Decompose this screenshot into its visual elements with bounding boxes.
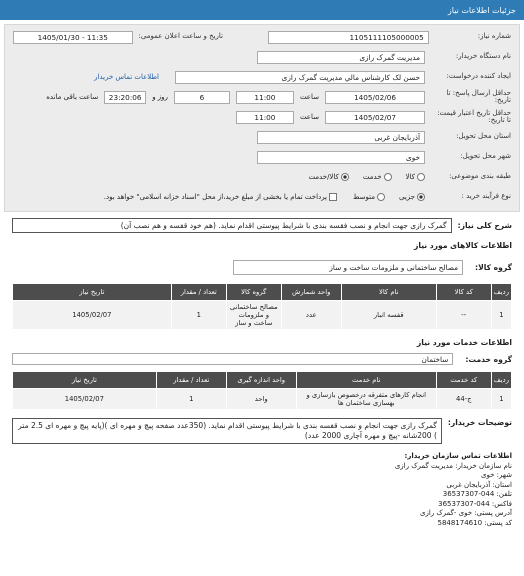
creator-label: ایجاد کننده درخواست: [446, 72, 511, 81]
radio-icon [417, 173, 425, 181]
validity-hour-label: ساعت [299, 113, 319, 121]
buyer-contact-info [0, 452, 524, 528]
contact-line: نام سازمان خریدار: مدیریت گمرک رازی [394, 461, 512, 470]
creator-field: حسن لک کارشناس مالي مديريت گمرک رازی [175, 71, 425, 84]
description-text: گمرک رازی جهت انجام و نصب قفسه بندی با شرایط پیوستی اقدام نماید. (350عدد صفحه پیچ و مهره ای )(پایه پیچ و مهره ای 2.5 متر ) 200شانه -پیچ و مهره آچاری 2000 عدد) [12, 418, 442, 444]
services-col-code: کد خدمت [436, 372, 491, 389]
summary-label: شرح کلی نیاز: [457, 221, 512, 230]
radio-icon [384, 173, 392, 181]
goods-col-name: نام کالا [341, 284, 436, 301]
services-col-name: نام خدمت [296, 372, 436, 389]
services-table [12, 371, 512, 410]
services-section-title: اطلاعات خدمات مورد نیاز [416, 338, 512, 347]
services-col-qty: تعداد / مقدار [156, 372, 226, 389]
goods-col-group: گروه کالا [226, 284, 281, 301]
goods-col-unit: واحد شمارش [281, 284, 341, 301]
announce-label: تاریخ و ساعت اعلان عمومی: [138, 32, 224, 41]
need-number-field: 1105111105000005 [268, 31, 428, 44]
summary-text: گمرک رازی جهت انجام و نصب فقسه بندی با شرایط پیوستی اقدام نماید. (هم خود قفسه و هم نصب آن) [12, 218, 452, 233]
validity-date-field: 1405/02/07 [325, 111, 425, 124]
deadline-time-field: 11:00 [236, 91, 294, 104]
goods-col-qty: تعداد / مقدار [171, 284, 226, 301]
category-label: طبقه بندی موضوعی: [449, 172, 511, 181]
buyer-contact-link[interactable]: اطلاعات تماس خریدار [94, 73, 159, 81]
payment-note-checkbox[interactable]: پرداخت تمام یا بخشی از مبلغ خرید،از محل "اسناد خزانه اسلامی" خواهد بود. [104, 193, 337, 201]
deadline-hour-label: ساعت [299, 93, 319, 101]
services-col-row: ردیف [491, 372, 511, 389]
radio-selected-icon [417, 193, 425, 201]
services-group-field: ساختمان [12, 353, 453, 365]
goods-col-date: تاریخ نیاز [13, 284, 172, 301]
contact-line: آدرس پستی: خوی -گمرک رازی [419, 509, 512, 517]
goods-group-field: مصالح ساختمانی و ملزومات ساخت و ساز [233, 260, 463, 275]
validity-time-field: 11:00 [236, 111, 294, 124]
days-label: روز و [152, 93, 168, 101]
goods-col-code: کد کالا [436, 284, 491, 301]
days-field: 6 [174, 91, 230, 104]
process-option-medium[interactable]: متوسط [353, 193, 385, 201]
deadline-date-field: 1405/02/06 [325, 91, 425, 104]
services-col-date: تاریخ نیاز [13, 372, 157, 389]
table-row: 1 -- قفسه انبار عدد مصالح ساختمانی و ملزومات ساخت و ساز 1 1405/02/07 [13, 301, 512, 330]
buyer-label: نام دستگاه خریدار: [455, 52, 511, 61]
goods-section-title: اطلاعات کالاهای مورد نیاز [413, 241, 512, 250]
page-header [0, 0, 524, 20]
remaining-time-field: 23:20:06 [104, 91, 146, 104]
city-field: خوی [257, 151, 425, 164]
contact-line: شهر: خوی [481, 471, 512, 479]
remaining-label: ساعت باقی مانده [46, 93, 99, 101]
services-col-unit: واحد اندازه گیری [226, 372, 296, 389]
contact-title: اطلاعات تماس سازمان خریدار: [404, 452, 512, 460]
need-number-label: شماره نیاز: [477, 32, 511, 41]
need-details-form [4, 24, 520, 212]
category-option-goods[interactable]: کالا [406, 173, 425, 181]
goods-table [12, 283, 512, 330]
contact-line: استان: آذربایجان غربی [446, 480, 512, 489]
buyer-field: مدیریت گمرک رازی [257, 51, 425, 64]
province-label: استان محل تحویل: [456, 132, 511, 141]
category-option-goods-service[interactable]: کالا/خدمت [308, 173, 348, 181]
checkbox-icon [329, 193, 337, 201]
description-label: توضیحات خریدار: [447, 418, 512, 427]
radio-icon [377, 193, 385, 201]
city-label: شهر محل تحویل: [460, 152, 511, 161]
contact-line: کد پستی: 5848174610 [437, 518, 512, 527]
goods-group-label: گروه کالا: [475, 263, 512, 272]
contact-line: تلفن: 044-36537307 [442, 490, 512, 498]
goods-col-row: ردیف [491, 284, 511, 301]
radio-selected-icon [341, 173, 349, 181]
category-option-service[interactable]: خدمت [363, 173, 392, 181]
services-group-label: گروه خدمت: [465, 354, 512, 364]
province-field: آذربایجان غربی [257, 131, 425, 144]
table-row: 1 ج-44 انجام کارهای متفرقه درخصوص بازسازی و بهسازی ساختمان ها واحد 1 1405/02/07 [13, 389, 512, 410]
validity-label: حداقل تاریخ اعتبار قیمت: تا تاریخ: [437, 108, 511, 124]
process-label: نوع فرآیند خرید : [461, 192, 511, 201]
process-option-minor[interactable]: جزیی [399, 193, 425, 201]
page-title: جزئیات اطلاعات نیاز [447, 5, 516, 15]
announce-field: 1405/01/30 - 11:35 [13, 31, 133, 44]
deadline-label: حداقل ارسال پاسخ: تا تاریخ: [446, 88, 511, 104]
contact-line: فاکس: 044-36537307 [438, 499, 512, 508]
